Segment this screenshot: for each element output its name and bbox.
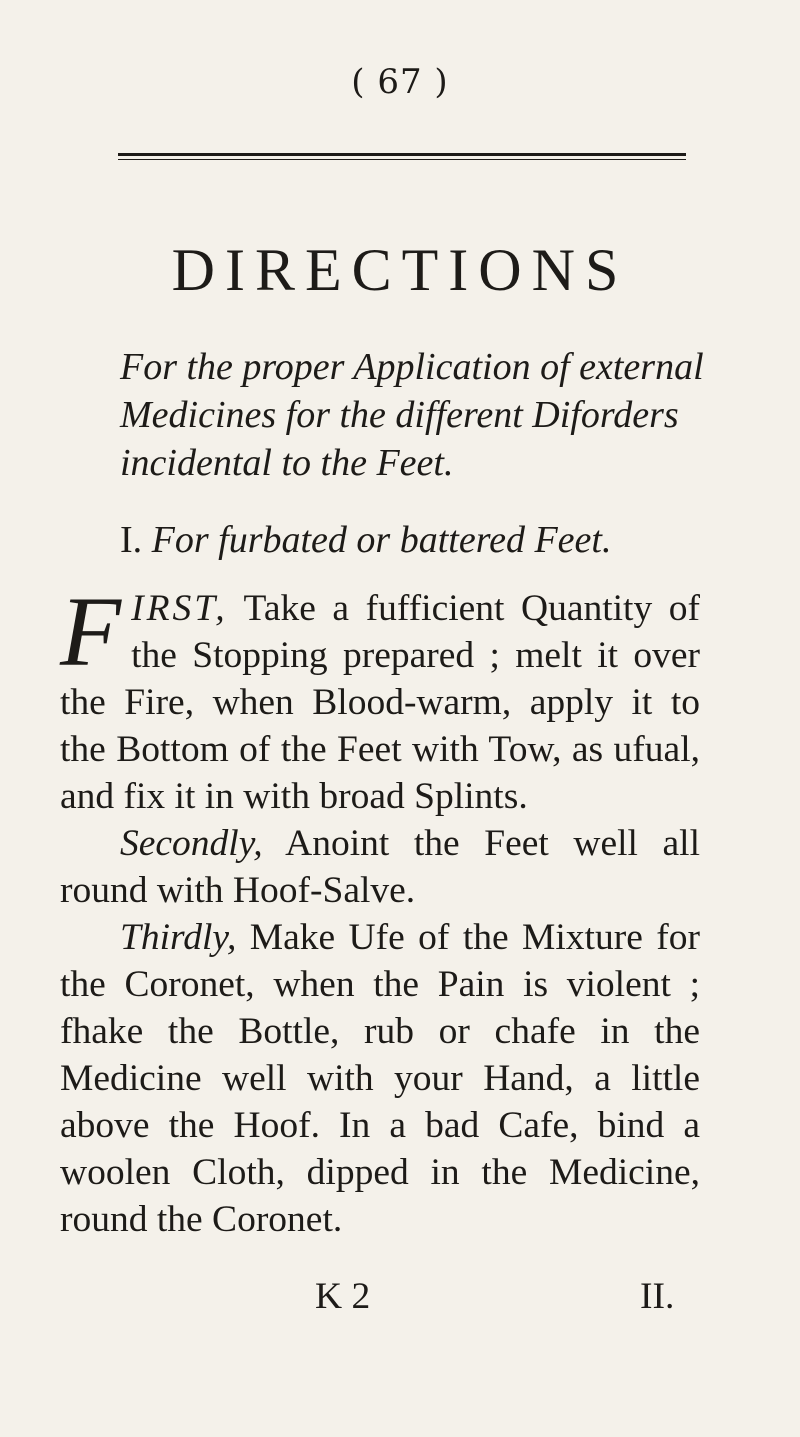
drop-cap: F — [60, 576, 122, 687]
header-rule-thin — [118, 159, 686, 160]
page-number: ( 67 ) — [351, 62, 449, 102]
page-footer — [60, 1275, 700, 1325]
paragraph-second-lead: Secondly, — [120, 823, 263, 864]
paragraph-third-lead: Thirdly, — [120, 917, 237, 958]
page-heading: DIRECTIONS — [171, 237, 629, 303]
signature-mark: K 2 — [315, 1276, 371, 1317]
catchword: II. — [640, 1276, 675, 1317]
paragraph-first-text: Take a fufficient Quantity of the Stopping prepared ; melt it over the Fire, when Blood-warm, apply it to the Bottom of the Feet with Tow, as ufual, and fix it in with broad Splints. — [60, 588, 700, 817]
paragraph-third — [60, 914, 700, 1243]
section-number: I. — [120, 519, 143, 561]
subtitle: For the proper Application of external Medicines for the different Diforders incidental to the Feet. — [120, 346, 704, 484]
section-title: For furbated or battered Feet. — [151, 519, 612, 561]
paragraph-first — [60, 576, 700, 820]
opening-word: IRST, — [131, 588, 228, 629]
paragraph-third-text: Make Ufe of the Mixture for the Coronet, when the Pain is violent ; fhake the Bottle, rub or chafe in the Medicine well with your Hand, a little above the Hoof. In a bad Cafe, bind a woolen Cloth, dipped in the Medicine, round the Coronet. — [60, 917, 700, 1240]
section-heading — [120, 518, 740, 562]
paragraph-second — [60, 820, 700, 914]
body-text — [60, 576, 700, 1243]
paragraph-second-text: Anoint the Feet well all round with Hoof-Salve. — [60, 823, 700, 911]
header-rule-thick — [118, 153, 686, 156]
